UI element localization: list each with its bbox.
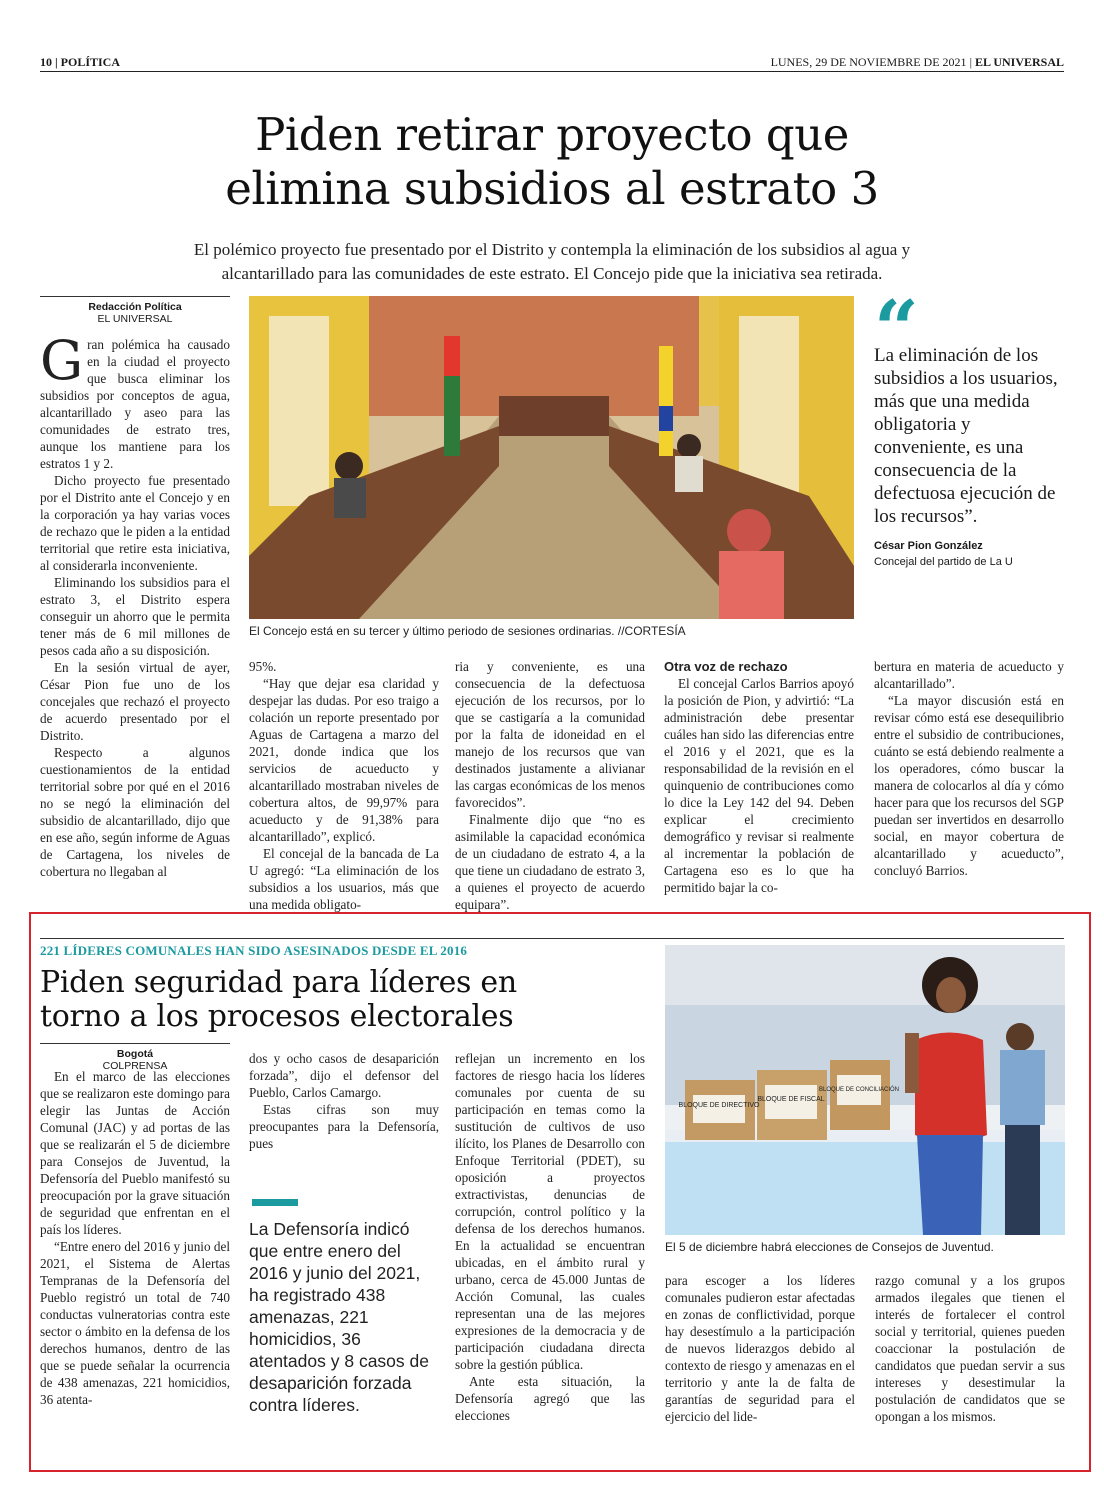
article2-kicker: 221 LÍDERES COMUNALES HAN SIDO ASESINADOS DESDE EL 2016	[40, 943, 468, 958]
quote-author: César Pion González	[874, 540, 983, 552]
article2-paragraph: “Entre enero del 2016 y junio del 2021, el Sistema de Alertas Tempranas de la Defensoría del Pueblo registró un total de 740 conductas vulneratorias contra este sector o ámbito en la defensa de los derechos humanos, dentro de las que se puede señalar la ocurrencia de 438 amenazas, 221 homicidios, 36 atenta-	[40, 1239, 230, 1407]
article1-title-line2: elimina subsidios al estrato 3	[225, 162, 879, 215]
article1-column-4	[664, 658, 854, 910]
byline-outlet: EL UNIVERSAL	[97, 313, 173, 325]
article1-paragraph: ria y conveniente, es una consecuencia de la defectuosa ejecución de los recursos, por lo que se castigaría a la comunidad por la falta de idoneidad en el manejo de los recursos que van destinados justamente a alivianar las cargas económicas de los menos favorecidos”.	[455, 659, 645, 810]
ballot-box-label-3: BLOQUE DE CONCILIACIÓN	[818, 1087, 900, 1093]
date-text: LUNES, 29 DE NOVIEMBRE DE 2021	[770, 55, 967, 69]
council-chamber-image	[249, 296, 854, 619]
article1-title-line1: Piden retirar proyecto que	[255, 108, 849, 161]
article1-photo-caption: El Concejo está en su tercer y último periodo de sesiones ordinarias. //CORTESÍA	[249, 624, 686, 638]
article2-paragraph: reflejan un incremento en los factores de riesgo hacia los líderes comunales por cuenta de su participación en temas como la sustitución de cultivos de uso ilícito, los Planes de Desarrollo con Enfoque Territorial (PDET), su oposición a proyectos extractivistas, denuncias de corrupción, control político y la defensa de los derechos humanos. En la actualidad se encuentran ubicadas, en el ámbito rural y urbano, cerca de 45.000 Juntas de Acción Comunal, las cuales representan una de las mejores expresiones de la democracia y de participación ciudadana directa sobre la gestión pública.	[455, 1051, 645, 1372]
article1-deck-line1: El polémico proyecto fue presentado por el Distrito y contempla la eliminación de los subsidios al agua y	[193, 240, 911, 259]
article2-title-line1: Piden seguridad para líderes en	[40, 965, 517, 1000]
article1-paragraph: “Hay que dejar esa claridad y despejar las dudas. Por eso traigo a colación un reporte presentado por Aguas de Cartagena a marzo del 2021, donde indica que los servicios de acueducto y alcantarillado mostraban niveles de cobertura altos, de 99,97% para acueducto y de 91,38% para alcantarillado”, explicó.	[249, 676, 439, 844]
byline-name: Redacción Política	[88, 301, 182, 313]
article2-column-3	[455, 1050, 645, 1430]
article1-paragraph: ran polémica ha causado en la ciudad el proyecto que busca eliminar los subsidios por conceptos de agua, alcantarillado y aseo para las comunidades de estrato tres, aunque los mantiene para los estratos 1 y 2.	[40, 337, 230, 471]
section-name: POLÍTICA	[60, 55, 120, 69]
article1-paragraph: 95%.	[249, 659, 277, 674]
article2-pull-quote: La Defensoría indicó que entre enero del 2016 y junio del 2021, ha registrado 438 amenazas, 221 homicidios, 36 atentados y 8 casos de desaparición forzada contra líderes.	[249, 1219, 429, 1415]
article1-paragraph: “La mayor discusión está en revisar cómo está ese desequilibrio entre el subsidio de contribuciones, cuánto se está debiendo realmente a los operadores, cómo buscar la manera de colocarlos al día y cómo hacer para que los recursos del SGP puedan ser invertidos en desarrollo social, en mayor cobertura de alcantarillado y acueducto”, concluyó Barrios.	[874, 693, 1064, 878]
article2-column-4	[665, 1272, 855, 1432]
page-header	[40, 55, 1064, 72]
article1-paragraph: El concejal Carlos Barrios apoyó la posición de Pion, y advirtió: “La administración debe presentar cuáles han sido las diferencias entre el 2016 y el 2021, que es la responsabilidad de la revisión en el quinquenio de contribuciones como lo dice la Ley 142 del 94. Deben explicar el crecimiento demográfico y revisar si realmente al incrementar la población de Cartagena eso es lo que ha permitido bajar la co-	[664, 676, 854, 895]
article1-paragraph: El concejal de la bancada de La U agregó: “La eliminación de los subsidios a los usuarios, más que una medida obligato-	[249, 846, 439, 912]
quote-mark-icon: “	[874, 284, 919, 375]
article2-title	[40, 966, 650, 1034]
article2-paragraph: razgo comunal y a los grupos armados ilegales que tienen el interés de fortalecer el control social y territorial, quienes pueden coaccionar la postulación de candidatos que puedan servir a sus intereses y desestimular la postulación de candidatos que se opongan a los mismos.	[875, 1273, 1065, 1424]
page-date: LUNES, 29 DE NOVIEMBRE DE 2021 | EL UNIVERSAL	[770, 55, 1064, 69]
ballot-box-label-2: BLOQUE DE FISCAL	[757, 1096, 825, 1103]
article1-title	[40, 108, 1064, 216]
article2-photo	[665, 945, 1065, 1235]
article1-pull-quote: La eliminación de los subsidios a los usuarios, más que una medida obligatoria y conveniente, es una consecuencia de la defectuosa ejecución de los recursos”.	[874, 345, 1058, 527]
article2-column-2	[249, 1050, 439, 1151]
byline-name: Bogotá	[116, 1048, 154, 1060]
page-number: 10	[40, 55, 52, 69]
article1-paragraph: Dicho proyecto fue presentado por el Distrito ante el Concejo y en la corporación ya hay varias voces de rechazo que le piden a la entidad territorial que retire esta iniciativa, al considerarla inconveniente.	[40, 473, 230, 573]
byline-outlet: COLPRENSA	[102, 1060, 168, 1072]
article2-paragraph: Estas cifras son muy preocupantes para la Defensoría, pues	[249, 1102, 439, 1151]
article2-paragraph: dos y ocho casos de desaparición forzada”, dijo el defensor del Pueblo, Carlos Camargo.	[249, 1051, 439, 1100]
drop-cap: G	[40, 329, 84, 392]
voting-boxes-image	[665, 945, 1065, 1235]
article2-photo-caption: El 5 de diciembre habrá elecciones de Consejos de Juventud.	[665, 1240, 994, 1254]
article1-deck	[120, 238, 984, 286]
article1-column-3	[455, 658, 645, 910]
article1-paragraph: En la sesión virtual de ayer, César Pion fue uno de los concejales que rechazó el proyecto de acuerdo presentado por el Distrito.	[40, 660, 230, 743]
article2-paragraph: Ante esta situación, la Defensoría agregó que las elecciones	[455, 1374, 645, 1423]
article1-deck-line2: alcantarillado para las comunidades de este estrato. El Concejo pide que la iniciativa sea retirada.	[221, 264, 883, 283]
paper-name: EL UNIVERSAL	[974, 55, 1064, 69]
article2-paragraph: En el marco de las elecciones que se realizaron este domingo para elegir las Juntas de Acción Comunal (JAC) y ad portas de las que se realizarán el 5 de diciembre para Consejos de Juventud, la Defensoría del Pueblo manifestó su preocupación por la grave situación de seguridad que enfrentan en el país los líderes.	[40, 1069, 230, 1237]
article2-paragraph: para escoger a los líderes comunales pudieron estar afectadas en zonas de conflictividad, porque hay desestímulo a la participación de nuevos liderazgos debido al contexto de riesgo y amenazas en el territorio y ante la de falta de garantías de seguridad para el ejercicio del lide-	[665, 1273, 855, 1424]
article1-column-1	[40, 329, 230, 910]
article1-column-5	[874, 658, 1064, 910]
article1-paragraph: Respecto a algunos cuestionamientos de la entidad territorial sobre por qué en el 2016 no se negó la eliminación del subsidio de alcantarillado, dijo que en ese año, según informe de Aguas de Cartagena, los niveles de cobertura no llegaban al	[40, 745, 230, 879]
article1-paragraph: bertura en materia de acueducto y alcantarillado”.	[874, 659, 1064, 691]
pull-quote-accent-bar	[252, 1199, 298, 1206]
article1-column-2	[249, 658, 439, 910]
quote-author-role: Concejal del partido de La U	[874, 556, 1013, 568]
article1-byline	[40, 296, 230, 325]
page-section: 10 | POLÍTICA	[40, 55, 120, 69]
article1-paragraph: Finalmente dijo que “no es asimilable la capacidad económica de un ciudadano de estrato 4, a la que tiene un ciudadano de estrato 3, a quienes el proyecto de acuerdo equipara”.	[455, 812, 645, 912]
section-divider	[40, 938, 1064, 939]
article2-column-1	[40, 1068, 230, 1430]
article2-column-5	[875, 1272, 1065, 1432]
article1-photo	[249, 296, 854, 619]
article1-subheading: Otra voz de rechazo	[664, 659, 788, 674]
ballot-box-label-1: BLOQUE DE DIRECTIVO	[678, 1102, 760, 1109]
article2-title-line2: torno a los procesos electorales	[40, 999, 514, 1034]
article1-paragraph: Eliminando los subsidios para el estrato 3, el Distrito espera conseguir un ahorro que le permita tener más de 6 mil millones de pesos cada año a su disposición.	[40, 575, 230, 658]
